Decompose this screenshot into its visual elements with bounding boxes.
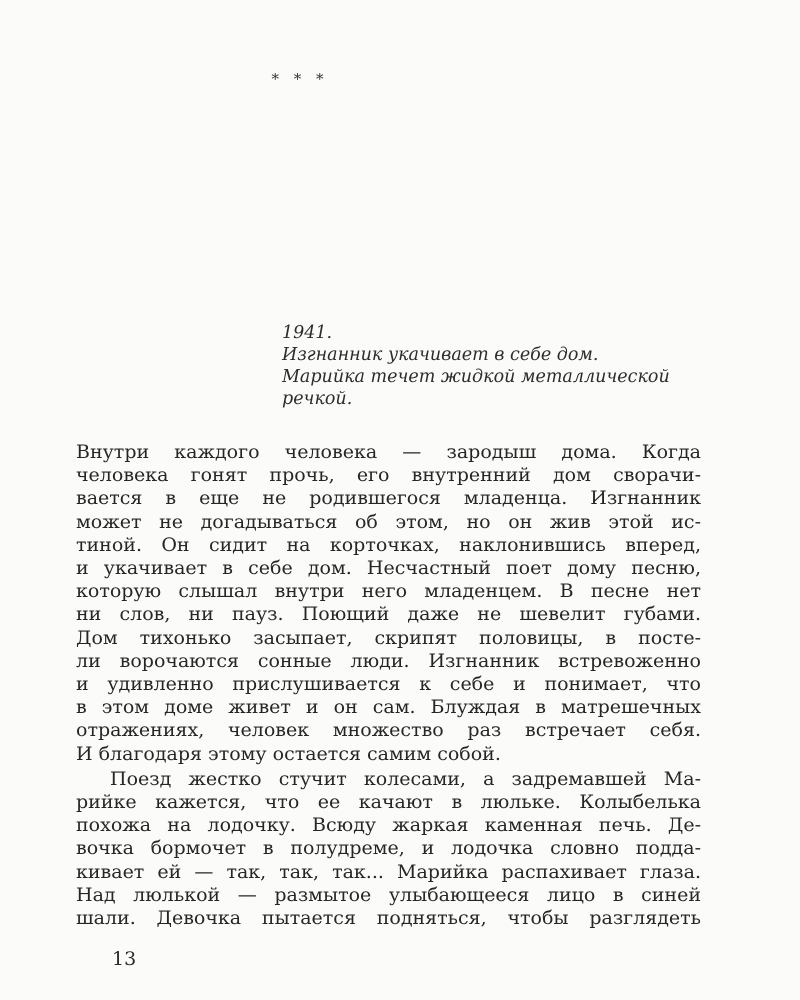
epigraph-line: речкой.	[282, 389, 353, 409]
text-line: и удивленно прислушивается к себе и понимает, что	[76, 673, 701, 696]
epigraph-year: 1941.	[282, 323, 333, 343]
body-text	[76, 441, 701, 930]
text-line: человека гонят прочь, его внутренний дом сворачи-	[76, 464, 701, 487]
page-number: 13	[112, 948, 137, 970]
text-line: шали. Девочка пытается подняться, чтобы разглядеть	[76, 907, 701, 930]
text-line: Над люлькой — размытое улыбающееся лицо в синей	[76, 883, 701, 906]
text-line: тиной. Он сидит на корточках, наклонившись вперед,	[76, 533, 701, 556]
text-line: похожа на лодочку. Всюду жаркая каменная печь. Де-	[76, 814, 701, 837]
text-line: ли ворочаются сонные люди. Изгнанник встревоженно	[76, 649, 701, 672]
text-line: рийке кажется, что ее качают в люльке. Колыбелька	[76, 791, 701, 814]
text-line: Внутри каждого человека — зародыш дома. Когда	[76, 441, 701, 463]
paragraph-2	[76, 768, 701, 930]
epigraph	[282, 322, 702, 410]
text-line: в этом доме живет и он сам. Блуждая в матрешечных	[76, 696, 701, 719]
text-line: ни слов, ни пауз. Поющий даже не шевелит губами.	[76, 603, 701, 626]
text-line: отражениях, человек множество раз встречает себя.	[76, 719, 701, 742]
text-line: И благодаря этому остается самим собой.	[76, 742, 501, 765]
text-line: кивает ей — так, так, так... Марийка распахивает глаза.	[76, 860, 701, 883]
text-line: Дом тихонько засыпает, скрипят половицы, в посте-	[76, 626, 701, 649]
text-line: которую слышал внутри него младенцем. В песне нет	[76, 580, 701, 603]
epigraph-line: Изгнанник укачивает в себе дом.	[282, 345, 599, 365]
text-line: может не догадываться об этом, но он жив этой ис-	[76, 510, 701, 533]
epigraph-line: Марийка течет жидкой металлической	[282, 367, 670, 387]
text-line: и укачивает в себе дом. Несчастный поет дому песню,	[76, 557, 701, 580]
text-line: вается в еще не родившегося младенца. Изгнанник	[76, 487, 701, 510]
paragraph-1	[76, 441, 701, 766]
text-line: Поезд жестко стучит колесами, а задремавшей Ма-	[110, 767, 701, 790]
section-separator: * * *	[271, 70, 329, 88]
text-line: вочка бормочет в полудреме, и лодочка словно подда-	[76, 837, 701, 860]
